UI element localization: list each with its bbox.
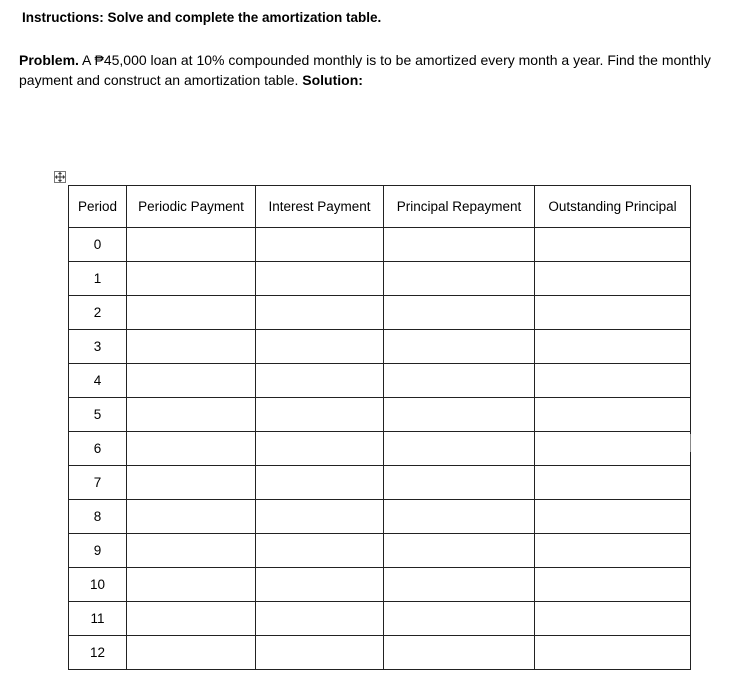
period-cell: 6	[69, 432, 127, 466]
period-cell: 7	[69, 466, 127, 500]
problem-text: A ₱45,000 loan at 10% compounded monthly is to be amortized every month a year. Find the monthly payment and construct an amortization table.	[19, 52, 711, 88]
periodic-payment-cell[interactable]	[127, 364, 256, 398]
table-body	[69, 228, 691, 670]
outstanding-principal-cell[interactable]	[535, 568, 691, 602]
table-row	[69, 466, 691, 500]
outstanding-principal-cell[interactable]	[535, 636, 691, 670]
periodic-payment-cell[interactable]	[127, 398, 256, 432]
header-outstanding-principal: Outstanding Principal	[535, 186, 691, 228]
periodic-payment-cell[interactable]	[127, 296, 256, 330]
outstanding-principal-cell[interactable]	[535, 534, 691, 568]
interest-payment-cell[interactable]	[256, 534, 384, 568]
outstanding-principal-cell[interactable]	[535, 500, 691, 534]
period-cell: 9	[69, 534, 127, 568]
period-cell: 11	[69, 602, 127, 636]
problem-statement	[19, 50, 719, 90]
outstanding-principal-cell[interactable]	[535, 296, 691, 330]
table-row	[69, 568, 691, 602]
principal-repayment-cell[interactable]	[384, 262, 535, 296]
period-cell: 4	[69, 364, 127, 398]
table-row	[69, 534, 691, 568]
table-row	[69, 636, 691, 670]
header-period: Period	[69, 186, 127, 228]
principal-repayment-cell[interactable]	[384, 330, 535, 364]
interest-payment-cell[interactable]	[256, 398, 384, 432]
outstanding-principal-cell[interactable]	[535, 364, 691, 398]
outstanding-principal-cell[interactable]	[535, 262, 691, 296]
outstanding-principal-cell[interactable]	[535, 228, 691, 262]
interest-payment-cell[interactable]	[256, 364, 384, 398]
table-row	[69, 398, 691, 432]
problem-label: Problem.	[19, 52, 79, 68]
period-cell: 1	[69, 262, 127, 296]
interest-payment-cell[interactable]	[256, 296, 384, 330]
periodic-payment-cell[interactable]	[127, 262, 256, 296]
outstanding-principal-cell[interactable]	[535, 602, 691, 636]
outstanding-principal-cell[interactable]	[535, 398, 691, 432]
principal-repayment-cell[interactable]	[384, 534, 535, 568]
interest-payment-cell[interactable]	[256, 228, 384, 262]
period-cell: 2	[69, 296, 127, 330]
header-principal-repayment: Principal Repayment	[384, 186, 535, 228]
header-interest-payment: Interest Payment	[256, 186, 384, 228]
periodic-payment-cell[interactable]	[127, 500, 256, 534]
table-row	[69, 602, 691, 636]
period-cell: 12	[69, 636, 127, 670]
principal-repayment-cell[interactable]	[384, 636, 535, 670]
interest-payment-cell[interactable]	[256, 500, 384, 534]
solution-label: Solution:	[302, 72, 363, 88]
periodic-payment-cell[interactable]	[127, 466, 256, 500]
table-header-row	[69, 186, 691, 228]
interest-payment-cell[interactable]	[256, 466, 384, 500]
interest-payment-cell[interactable]	[256, 568, 384, 602]
periodic-payment-cell[interactable]	[127, 432, 256, 466]
interest-payment-cell[interactable]	[256, 262, 384, 296]
table-row	[69, 432, 691, 466]
period-cell: 10	[69, 568, 127, 602]
interest-payment-cell[interactable]	[256, 636, 384, 670]
amortization-table	[68, 185, 691, 670]
table-row	[69, 228, 691, 262]
outstanding-principal-cell[interactable]	[535, 330, 691, 364]
periodic-payment-cell[interactable]	[127, 330, 256, 364]
principal-repayment-cell[interactable]	[384, 432, 535, 466]
period-cell: 8	[69, 500, 127, 534]
principal-repayment-cell[interactable]	[384, 228, 535, 262]
principal-repayment-cell[interactable]	[384, 296, 535, 330]
periodic-payment-cell[interactable]	[127, 602, 256, 636]
period-cell: 5	[69, 398, 127, 432]
periodic-payment-cell[interactable]	[127, 636, 256, 670]
periodic-payment-cell[interactable]	[127, 228, 256, 262]
period-cell: 3	[69, 330, 127, 364]
table-row	[69, 296, 691, 330]
instructions-heading: Instructions: Solve and complete the amortization table.	[22, 10, 382, 25]
outstanding-principal-cell[interactable]	[535, 432, 691, 466]
header-periodic-payment: Periodic Payment	[127, 186, 256, 228]
principal-repayment-cell[interactable]	[384, 466, 535, 500]
periodic-payment-cell[interactable]	[127, 568, 256, 602]
table-row	[69, 500, 691, 534]
table-row	[69, 364, 691, 398]
table-move-handle[interactable]	[54, 171, 66, 183]
principal-repayment-cell[interactable]	[384, 568, 535, 602]
interest-payment-cell[interactable]	[256, 602, 384, 636]
principal-repayment-cell[interactable]	[384, 602, 535, 636]
principal-repayment-cell[interactable]	[384, 364, 535, 398]
table-row	[69, 262, 691, 296]
period-cell: 0	[69, 228, 127, 262]
interest-payment-cell[interactable]	[256, 330, 384, 364]
periodic-payment-cell[interactable]	[127, 534, 256, 568]
principal-repayment-cell[interactable]	[384, 398, 535, 432]
move-arrows-icon	[55, 172, 65, 182]
table-row	[69, 330, 691, 364]
outstanding-principal-cell[interactable]	[535, 466, 691, 500]
principal-repayment-cell[interactable]	[384, 500, 535, 534]
interest-payment-cell[interactable]	[256, 432, 384, 466]
table-resize-marker[interactable]	[690, 434, 691, 452]
